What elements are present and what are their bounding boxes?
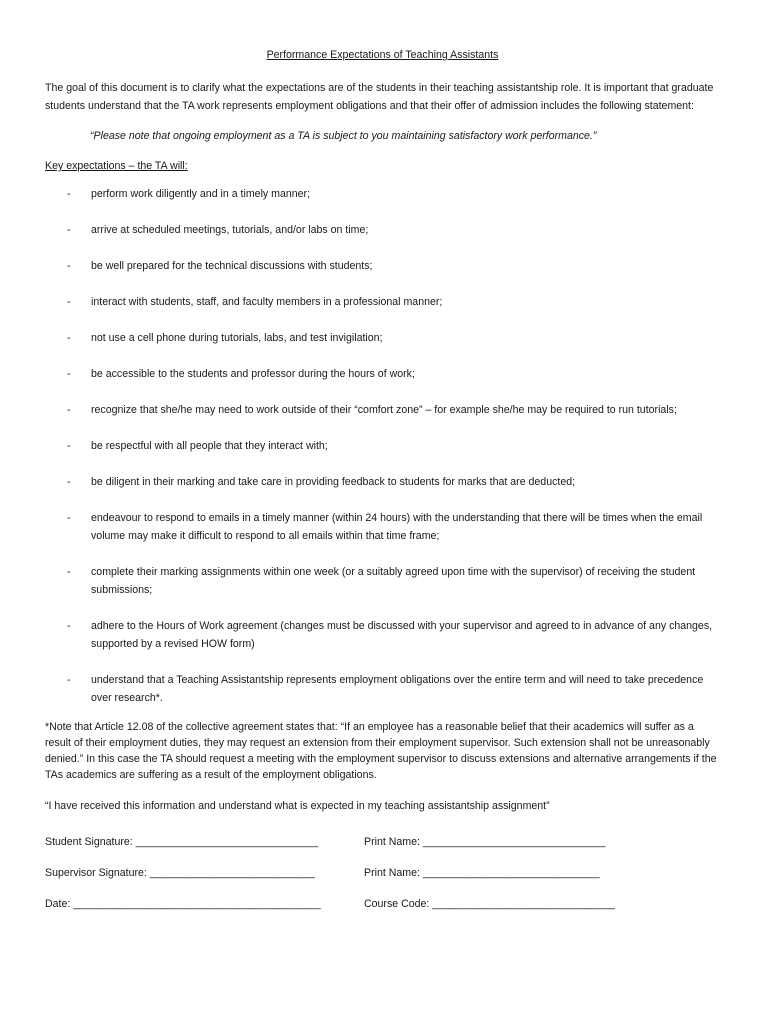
list-item-text: be accessible to the students and professor during the hours of work; bbox=[91, 368, 415, 380]
course-code-field[interactable]: Course Code: _______________________________ bbox=[364, 898, 615, 910]
list-item bbox=[45, 437, 720, 455]
bullet-dash: - bbox=[67, 440, 71, 452]
supervisor-print-name-field[interactable]: Print Name: ______________________________ bbox=[364, 867, 600, 879]
student-signature-field[interactable]: Student Signature: _______________________________ bbox=[45, 836, 319, 848]
collective-agreement-note: *Note that Article 12.08 of the collective agreement states that: “If an employee has a reasonable belief that their academics will suffer as a result of their employment duties, they may request an extension from their employment supervisor. Such extension shall not be unreasonably denied.” In this case the TA should request a meeting with the employment supervisor to discuss extensions and alternative arrangements if the TAs academics are suffering as a result of the employment obligations. bbox=[45, 721, 717, 781]
bullet-dash: - bbox=[67, 620, 71, 632]
bullet-dash: - bbox=[67, 512, 71, 524]
list-item-text: be respectful with all people that they interact with; bbox=[91, 440, 328, 452]
expectations-list bbox=[45, 185, 720, 707]
list-item bbox=[45, 473, 720, 491]
bullet-dash: - bbox=[67, 566, 71, 578]
admission-quote: “Please note that ongoing employment as a TA is subject to you maintaining satisfactory work performance.” bbox=[90, 130, 597, 142]
list-item bbox=[45, 293, 720, 311]
list-item bbox=[45, 671, 720, 707]
signature-row bbox=[45, 833, 720, 851]
list-item-text: perform work diligently and in a timely manner; bbox=[91, 188, 311, 200]
bullet-dash: - bbox=[67, 296, 71, 308]
list-item bbox=[45, 617, 720, 653]
list-item-text: interact with students, staff, and faculty members in a professional manner; bbox=[91, 296, 443, 308]
list-item-text: not use a cell phone during tutorials, labs, and test invigilation; bbox=[91, 332, 383, 344]
list-item bbox=[45, 509, 720, 545]
signature-row bbox=[45, 895, 720, 913]
signature-row bbox=[45, 864, 720, 882]
list-item-text: endeavour to respond to emails in a timely manner (within 24 hours) with the understanding that there will be times when the email volume may make it difficult to respond to all emails within that time frame; bbox=[91, 512, 703, 542]
list-item bbox=[45, 221, 720, 239]
list-item-text: recognize that she/he may need to work outside of their “comfort zone” – for example she/he may be required to run tutorials; bbox=[91, 404, 677, 416]
list-item bbox=[45, 365, 720, 383]
list-item-text: understand that a Teaching Assistantship represents employment obligations over the entire term and will need to take precedence over research*. bbox=[91, 674, 704, 704]
bullet-dash: - bbox=[67, 260, 71, 272]
list-item bbox=[45, 401, 720, 419]
list-item-text: complete their marking assignments within one week (or a suitably agreed upon time with the supervisor) of receiving the student submissions; bbox=[91, 566, 696, 596]
supervisor-signature-field[interactable]: Supervisor Signature: ____________________________ bbox=[45, 867, 315, 879]
list-item-text: arrive at scheduled meetings, tutorials, and/or labs on time; bbox=[91, 224, 369, 236]
list-item-text: adhere to the Hours of Work agreement (changes must be discussed with your supervisor and agreed to in advance of any changes, supported by a revised HOW form) bbox=[91, 620, 713, 650]
list-item bbox=[45, 185, 720, 203]
bullet-dash: - bbox=[67, 404, 71, 416]
intro-paragraph: The goal of this document is to clarify what the expectations are of the students in their teaching assistantship role. It is important that graduate students understand that the TA work represents employment obligations and that their offer of admission includes the following statement: bbox=[45, 82, 714, 112]
student-print-name-field[interactable]: Print Name: _______________________________ bbox=[364, 836, 606, 848]
bullet-dash: - bbox=[67, 332, 71, 344]
bullet-dash: - bbox=[67, 476, 71, 488]
list-item bbox=[45, 563, 720, 599]
list-item bbox=[45, 257, 720, 275]
list-item bbox=[45, 329, 720, 347]
key-expectations-heading: Key expectations – the TA will: bbox=[45, 160, 188, 172]
bullet-dash: - bbox=[67, 674, 71, 686]
bullet-dash: - bbox=[67, 188, 71, 200]
list-item-text: be well prepared for the technical discussions with students; bbox=[91, 260, 373, 272]
bullet-dash: - bbox=[67, 368, 71, 380]
date-field[interactable]: Date: __________________________________________ bbox=[45, 898, 321, 910]
document-title: Performance Expectations of Teaching Assistants bbox=[266, 49, 499, 61]
acknowledgement-statement: “I have received this information and understand what is expected in my teaching assistantship assignment” bbox=[45, 800, 550, 812]
list-item-text: be diligent in their marking and take care in providing feedback to students for marks that are deducted; bbox=[91, 476, 576, 488]
bullet-dash: - bbox=[67, 224, 71, 236]
